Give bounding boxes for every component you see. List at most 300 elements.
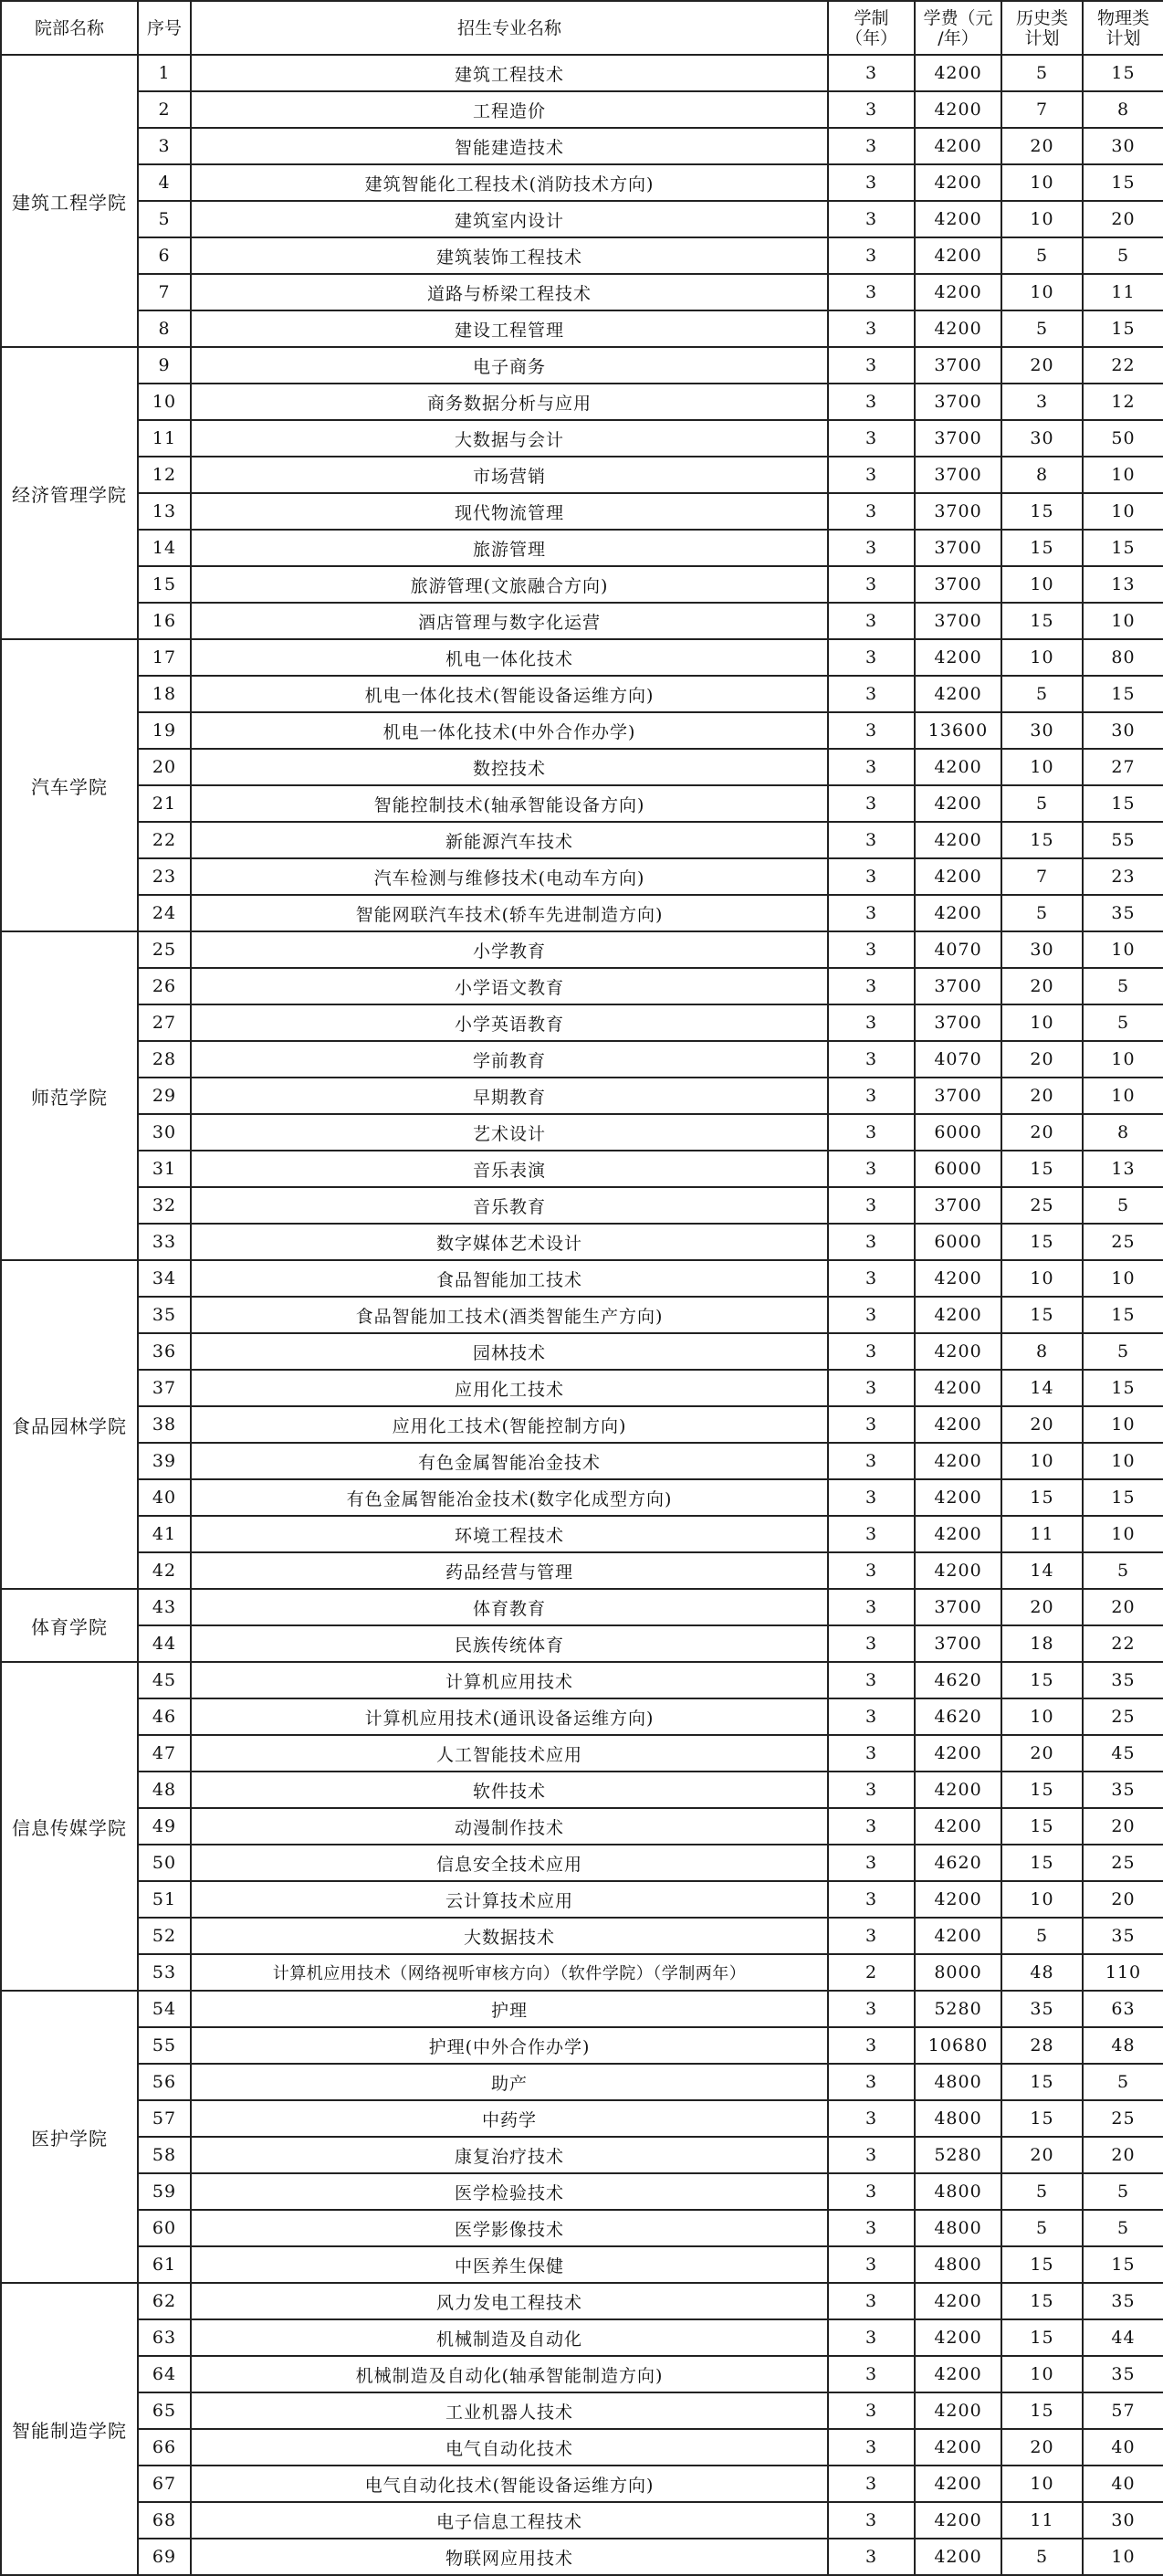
tuition-cell: 4200 <box>915 1260 1001 1297</box>
major-name-cell: 酒店管理与数字化运营 <box>191 603 828 639</box>
header-tuition-line2: /年） <box>938 27 979 48</box>
history-plan-cell: 10 <box>1001 2356 1083 2392</box>
history-plan-cell: 15 <box>1001 1224 1083 1260</box>
major-name-cell: 软件技术 <box>191 1772 828 1808</box>
history-plan-cell: 10 <box>1001 1260 1083 1297</box>
years-cell: 3 <box>828 2539 915 2575</box>
years-cell: 3 <box>828 2283 915 2319</box>
major-name-cell: 旅游管理 <box>191 530 828 566</box>
table-row <box>1 420 1163 457</box>
physics-plan-cell: 15 <box>1083 2246 1163 2283</box>
major-name-cell: 民族传统体育 <box>191 1625 828 1662</box>
years-cell: 3 <box>828 931 915 968</box>
physics-plan-cell: 44 <box>1083 2319 1163 2356</box>
years-cell: 3 <box>828 1187 915 1224</box>
tuition-cell: 13600 <box>915 712 1001 749</box>
sequence-cell: 57 <box>138 2100 191 2137</box>
physics-plan-cell: 15 <box>1083 676 1163 712</box>
years-cell: 3 <box>828 749 915 785</box>
physics-plan-cell: 10 <box>1083 1443 1163 1479</box>
table-row <box>1 1625 1163 1662</box>
sequence-cell: 4 <box>138 164 191 201</box>
physics-plan-cell: 35 <box>1083 2283 1163 2319</box>
years-cell: 3 <box>828 2064 915 2100</box>
major-name-cell: 计算机应用技术(通讯设备运维方向) <box>191 1698 828 1735</box>
years-cell: 3 <box>828 1224 915 1260</box>
years-cell: 3 <box>828 2210 915 2246</box>
years-cell: 3 <box>828 1406 915 1443</box>
history-plan-cell: 20 <box>1001 1114 1083 1151</box>
physics-plan-cell: 15 <box>1083 55 1163 91</box>
tuition-cell: 4200 <box>915 1297 1001 1333</box>
major-name-cell: 电子信息工程技术 <box>191 2502 828 2539</box>
table-row <box>1 274 1163 310</box>
sequence-cell: 45 <box>138 1662 191 1698</box>
sequence-cell: 43 <box>138 1589 191 1625</box>
department-name-cell: 信息传媒学院 <box>1 1662 138 1991</box>
years-cell: 3 <box>828 457 915 493</box>
header-physics-line1: 物理类 <box>1096 7 1149 28</box>
table-row <box>1 2137 1163 2173</box>
table-row <box>1 2392 1163 2429</box>
table-row <box>1 822 1163 858</box>
major-name-cell: 护理 <box>191 1991 828 2027</box>
tuition-cell: 4200 <box>915 1808 1001 1845</box>
years-cell: 3 <box>828 1991 915 2027</box>
sequence-cell: 29 <box>138 1078 191 1114</box>
major-name-cell: 有色金属智能冶金技术 <box>191 1443 828 1479</box>
history-plan-cell: 15 <box>1001 2319 1083 2356</box>
years-cell: 3 <box>828 2100 915 2137</box>
table-row <box>1 2100 1163 2137</box>
sequence-cell: 69 <box>138 2539 191 2575</box>
sequence-cell: 37 <box>138 1370 191 1406</box>
sequence-cell: 9 <box>138 347 191 384</box>
history-plan-cell: 5 <box>1001 676 1083 712</box>
tuition-cell: 3700 <box>915 1004 1001 1041</box>
table-row <box>1 91 1163 128</box>
history-plan-cell: 5 <box>1001 895 1083 931</box>
table-row <box>1 1589 1163 1625</box>
sequence-cell: 38 <box>138 1406 191 1443</box>
history-plan-cell: 10 <box>1001 1698 1083 1735</box>
table-row <box>1 749 1163 785</box>
major-name-cell: 有色金属智能冶金技术(数字化成型方向) <box>191 1479 828 1516</box>
sequence-cell: 35 <box>138 1297 191 1333</box>
tuition-cell: 4200 <box>915 237 1001 274</box>
header-history-line1: 历史类 <box>1015 7 1068 28</box>
tuition-cell: 4620 <box>915 1662 1001 1698</box>
history-plan-cell: 7 <box>1001 858 1083 895</box>
department-name-cell: 体育学院 <box>1 1589 138 1662</box>
physics-plan-cell: 40 <box>1083 2466 1163 2502</box>
years-cell: 3 <box>828 493 915 530</box>
years-cell: 3 <box>828 2429 915 2466</box>
sequence-cell: 50 <box>138 1845 191 1881</box>
history-plan-cell: 10 <box>1001 1443 1083 1479</box>
table-row <box>1 858 1163 895</box>
history-plan-cell: 20 <box>1001 968 1083 1004</box>
header-row <box>1 1 1163 55</box>
sequence-cell: 18 <box>138 676 191 712</box>
tuition-cell: 4200 <box>915 2502 1001 2539</box>
history-plan-cell: 15 <box>1001 1808 1083 1845</box>
major-name-cell: 早期教育 <box>191 1078 828 1114</box>
physics-plan-cell: 5 <box>1083 237 1163 274</box>
physics-plan-cell: 30 <box>1083 712 1163 749</box>
physics-plan-cell: 5 <box>1083 968 1163 1004</box>
sequence-cell: 55 <box>138 2027 191 2064</box>
physics-plan-cell: 11 <box>1083 274 1163 310</box>
table-row <box>1 1224 1163 1260</box>
physics-plan-cell: 30 <box>1083 2502 1163 2539</box>
major-name-cell: 数字媒体艺术设计 <box>191 1224 828 1260</box>
physics-plan-cell: 10 <box>1083 1406 1163 1443</box>
table-row <box>1 457 1163 493</box>
history-plan-cell: 20 <box>1001 347 1083 384</box>
major-name-cell: 信息安全技术应用 <box>191 1845 828 1881</box>
major-name-cell: 医学检验技术 <box>191 2173 828 2210</box>
physics-plan-cell: 10 <box>1083 2539 1163 2575</box>
years-cell: 3 <box>828 785 915 822</box>
history-plan-cell: 5 <box>1001 310 1083 347</box>
tuition-cell: 4200 <box>915 895 1001 931</box>
years-cell: 3 <box>828 1443 915 1479</box>
tuition-cell: 4200 <box>915 1881 1001 1918</box>
tuition-cell: 6000 <box>915 1114 1001 1151</box>
major-name-cell: 风力发电工程技术 <box>191 2283 828 2319</box>
table-row <box>1 1114 1163 1151</box>
sequence-cell: 68 <box>138 2502 191 2539</box>
years-cell: 3 <box>828 420 915 457</box>
major-name-cell: 人工智能技术应用 <box>191 1735 828 1772</box>
table-row <box>1 310 1163 347</box>
table-row <box>1 2210 1163 2246</box>
sequence-cell: 21 <box>138 785 191 822</box>
tuition-cell: 4070 <box>915 931 1001 968</box>
physics-plan-cell: 10 <box>1083 1260 1163 1297</box>
tuition-cell: 4200 <box>915 1333 1001 1370</box>
tuition-cell: 4200 <box>915 1918 1001 1954</box>
tuition-cell: 4200 <box>915 2283 1001 2319</box>
major-name-cell: 学前教育 <box>191 1041 828 1078</box>
major-name-cell: 智能建造技术 <box>191 128 828 164</box>
table-row <box>1 2027 1163 2064</box>
sequence-cell: 5 <box>138 201 191 237</box>
physics-plan-cell: 35 <box>1083 1918 1163 1954</box>
physics-plan-cell: 13 <box>1083 1151 1163 1187</box>
major-name-cell: 音乐表演 <box>191 1151 828 1187</box>
years-cell: 3 <box>828 968 915 1004</box>
header-history-line2: 计划 <box>1024 27 1060 48</box>
years-cell: 3 <box>828 1918 915 1954</box>
years-cell: 3 <box>828 2246 915 2283</box>
years-cell: 3 <box>828 895 915 931</box>
table-row <box>1 1845 1163 1881</box>
years-cell: 3 <box>828 1881 915 1918</box>
sequence-cell: 51 <box>138 1881 191 1918</box>
history-plan-cell: 15 <box>1001 1662 1083 1698</box>
tuition-cell: 4070 <box>915 1041 1001 1078</box>
header-years-line2: （年） <box>844 27 897 48</box>
table-row <box>1 1735 1163 1772</box>
history-plan-cell: 8 <box>1001 1333 1083 1370</box>
physics-plan-cell: 15 <box>1083 164 1163 201</box>
years-cell: 3 <box>828 1260 915 1297</box>
major-name-cell: 大数据技术 <box>191 1918 828 1954</box>
physics-plan-cell: 20 <box>1083 1808 1163 1845</box>
major-name-cell: 食品智能加工技术(酒类智能生产方向) <box>191 1297 828 1333</box>
table-row <box>1 201 1163 237</box>
major-name-cell: 旅游管理(文旅融合方向) <box>191 566 828 603</box>
sequence-cell: 64 <box>138 2356 191 2392</box>
history-plan-cell: 15 <box>1001 603 1083 639</box>
physics-plan-cell: 55 <box>1083 822 1163 858</box>
table-row <box>1 1078 1163 1114</box>
department-name-cell: 食品园林学院 <box>1 1260 138 1589</box>
sequence-cell: 49 <box>138 1808 191 1845</box>
physics-plan-cell: 35 <box>1083 1772 1163 1808</box>
years-cell: 3 <box>828 530 915 566</box>
sequence-cell: 32 <box>138 1187 191 1224</box>
tuition-cell: 4200 <box>915 1552 1001 1589</box>
major-name-cell: 音乐教育 <box>191 1187 828 1224</box>
sequence-cell: 16 <box>138 603 191 639</box>
history-plan-cell: 15 <box>1001 1151 1083 1187</box>
years-cell: 3 <box>828 2356 915 2392</box>
history-plan-cell: 20 <box>1001 2429 1083 2466</box>
table-row <box>1 2319 1163 2356</box>
sequence-cell: 6 <box>138 237 191 274</box>
years-cell: 3 <box>828 858 915 895</box>
years-cell: 3 <box>828 1772 915 1808</box>
major-name-cell: 小学教育 <box>191 931 828 968</box>
sequence-cell: 46 <box>138 1698 191 1735</box>
table-row <box>1 1991 1163 2027</box>
table-row <box>1 1151 1163 1187</box>
tuition-cell: 3700 <box>915 1078 1001 1114</box>
physics-plan-cell: 8 <box>1083 91 1163 128</box>
table-row <box>1 1918 1163 1954</box>
sequence-cell: 52 <box>138 1918 191 1954</box>
major-name-cell: 医学影像技术 <box>191 2210 828 2246</box>
years-cell: 3 <box>828 237 915 274</box>
sequence-cell: 58 <box>138 2137 191 2173</box>
tuition-cell: 4200 <box>915 1479 1001 1516</box>
table-row <box>1 639 1163 676</box>
sequence-cell: 39 <box>138 1443 191 1479</box>
tuition-cell: 4200 <box>915 1735 1001 1772</box>
tuition-cell: 3700 <box>915 530 1001 566</box>
history-plan-cell: 8 <box>1001 457 1083 493</box>
tuition-cell: 4200 <box>915 2539 1001 2575</box>
tuition-cell: 3700 <box>915 1187 1001 1224</box>
history-plan-cell: 20 <box>1001 1406 1083 1443</box>
physics-plan-cell: 5 <box>1083 2173 1163 2210</box>
table-row <box>1 1004 1163 1041</box>
physics-plan-cell: 40 <box>1083 2429 1163 2466</box>
major-name-cell: 道路与桥梁工程技术 <box>191 274 828 310</box>
major-name-cell: 中医养生保健 <box>191 2246 828 2283</box>
tuition-cell: 3700 <box>915 968 1001 1004</box>
major-name-cell: 康复治疗技术 <box>191 2137 828 2173</box>
physics-plan-cell: 15 <box>1083 1479 1163 1516</box>
tuition-cell: 4200 <box>915 91 1001 128</box>
major-name-cell: 汽车检测与维修技术(电动车方向) <box>191 858 828 895</box>
years-cell: 3 <box>828 1004 915 1041</box>
department-name-cell: 经济管理学院 <box>1 347 138 639</box>
sequence-cell: 25 <box>138 931 191 968</box>
tuition-cell: 4200 <box>915 1516 1001 1552</box>
header-tuition-line1: 学费（元 <box>923 7 993 28</box>
department-name-cell: 汽车学院 <box>1 639 138 931</box>
major-name-cell: 机械制造及自动化 <box>191 2319 828 2356</box>
sequence-cell: 30 <box>138 1114 191 1151</box>
sequence-cell: 65 <box>138 2392 191 2429</box>
table-row <box>1 493 1163 530</box>
physics-plan-cell: 57 <box>1083 2392 1163 2429</box>
tuition-cell: 4200 <box>915 749 1001 785</box>
tuition-cell: 10680 <box>915 2027 1001 2064</box>
history-plan-cell: 15 <box>1001 2100 1083 2137</box>
physics-plan-cell: 30 <box>1083 128 1163 164</box>
major-name-cell: 机电一体化技术 <box>191 639 828 676</box>
header-sequence: 序号 <box>138 1 191 55</box>
sequence-cell: 44 <box>138 1625 191 1662</box>
tuition-cell: 3700 <box>915 603 1001 639</box>
table-row <box>1 1479 1163 1516</box>
sequence-cell: 40 <box>138 1479 191 1516</box>
tuition-cell: 3700 <box>915 384 1001 420</box>
years-cell: 3 <box>828 2466 915 2502</box>
tuition-cell: 4800 <box>915 2210 1001 2246</box>
tuition-cell: 4200 <box>915 128 1001 164</box>
physics-plan-cell: 45 <box>1083 1735 1163 1772</box>
table-row <box>1 1406 1163 1443</box>
years-cell: 3 <box>828 1516 915 1552</box>
major-name-cell: 电子商务 <box>191 347 828 384</box>
major-name-cell: 物联网应用技术 <box>191 2539 828 2575</box>
header-department: 院部名称 <box>1 1 138 55</box>
history-plan-cell: 15 <box>1001 822 1083 858</box>
history-plan-cell: 30 <box>1001 420 1083 457</box>
years-cell: 3 <box>828 55 915 91</box>
tuition-cell: 6000 <box>915 1151 1001 1187</box>
tuition-cell: 4200 <box>915 1406 1001 1443</box>
major-name-cell: 机电一体化技术(智能设备运维方向) <box>191 676 828 712</box>
major-name-cell: 大数据与会计 <box>191 420 828 457</box>
table-row <box>1 2246 1163 2283</box>
tuition-cell: 3700 <box>915 457 1001 493</box>
tuition-cell: 3700 <box>915 493 1001 530</box>
header-tuition <box>915 1 1001 55</box>
table-row <box>1 895 1163 931</box>
physics-plan-cell: 22 <box>1083 347 1163 384</box>
header-major-name: 招生专业名称 <box>191 1 828 55</box>
tuition-cell: 4200 <box>915 2356 1001 2392</box>
major-name-cell: 电气自动化技术(智能设备运维方向) <box>191 2466 828 2502</box>
sequence-cell: 62 <box>138 2283 191 2319</box>
sequence-cell: 33 <box>138 1224 191 1260</box>
history-plan-cell: 10 <box>1001 1004 1083 1041</box>
tuition-cell: 4200 <box>915 1370 1001 1406</box>
sequence-cell: 14 <box>138 530 191 566</box>
major-name-cell: 市场营销 <box>191 457 828 493</box>
physics-plan-cell: 10 <box>1083 457 1163 493</box>
table-row <box>1 1954 1163 1991</box>
department-name-cell: 智能制造学院 <box>1 2283 138 2575</box>
tuition-cell: 4800 <box>915 2064 1001 2100</box>
table-row <box>1 164 1163 201</box>
years-cell: 3 <box>828 1151 915 1187</box>
major-name-cell: 建筑室内设计 <box>191 201 828 237</box>
years-cell: 3 <box>828 1845 915 1881</box>
history-plan-cell: 15 <box>1001 1845 1083 1881</box>
major-name-cell: 应用化工技术 <box>191 1370 828 1406</box>
years-cell: 3 <box>828 1662 915 1698</box>
tuition-cell: 4620 <box>915 1698 1001 1735</box>
header-years <box>828 1 915 55</box>
table-row <box>1 2173 1163 2210</box>
department-name-cell: 师范学院 <box>1 931 138 1260</box>
tuition-cell: 4200 <box>915 2392 1001 2429</box>
major-name-cell: 中药学 <box>191 2100 828 2137</box>
sequence-cell: 22 <box>138 822 191 858</box>
years-cell: 3 <box>828 1078 915 1114</box>
physics-plan-cell: 15 <box>1083 1370 1163 1406</box>
sequence-cell: 34 <box>138 1260 191 1297</box>
years-cell: 3 <box>828 201 915 237</box>
history-plan-cell: 48 <box>1001 1954 1083 1991</box>
history-plan-cell: 3 <box>1001 384 1083 420</box>
history-plan-cell: 5 <box>1001 237 1083 274</box>
table-row <box>1 1552 1163 1589</box>
years-cell: 3 <box>828 91 915 128</box>
table-row <box>1 1260 1163 1297</box>
sequence-cell: 2 <box>138 91 191 128</box>
physics-plan-cell: 15 <box>1083 785 1163 822</box>
table-row <box>1 1516 1163 1552</box>
years-cell: 3 <box>828 128 915 164</box>
tuition-cell: 4200 <box>915 639 1001 676</box>
table-row <box>1 530 1163 566</box>
years-cell: 3 <box>828 1041 915 1078</box>
years-cell: 3 <box>828 1479 915 1516</box>
history-plan-cell: 20 <box>1001 1041 1083 1078</box>
years-cell: 3 <box>828 310 915 347</box>
sequence-cell: 3 <box>138 128 191 164</box>
years-cell: 3 <box>828 822 915 858</box>
history-plan-cell: 25 <box>1001 1187 1083 1224</box>
history-plan-cell: 15 <box>1001 2246 1083 2283</box>
history-plan-cell: 35 <box>1001 1991 1083 2027</box>
sequence-cell: 12 <box>138 457 191 493</box>
major-name-cell: 建设工程管理 <box>191 310 828 347</box>
physics-plan-cell: 25 <box>1083 1845 1163 1881</box>
table-row <box>1 2283 1163 2319</box>
tuition-cell: 4800 <box>915 2173 1001 2210</box>
tuition-cell: 4200 <box>915 310 1001 347</box>
history-plan-cell: 30 <box>1001 712 1083 749</box>
sequence-cell: 26 <box>138 968 191 1004</box>
department-name-cell: 医护学院 <box>1 1991 138 2283</box>
major-name-cell: 动漫制作技术 <box>191 1808 828 1845</box>
major-name-cell: 建筑装饰工程技术 <box>191 237 828 274</box>
physics-plan-cell: 23 <box>1083 858 1163 895</box>
history-plan-cell: 15 <box>1001 2283 1083 2319</box>
physics-plan-cell: 8 <box>1083 1114 1163 1151</box>
major-name-cell: 智能网联汽车技术(轿车先进制造方向) <box>191 895 828 931</box>
